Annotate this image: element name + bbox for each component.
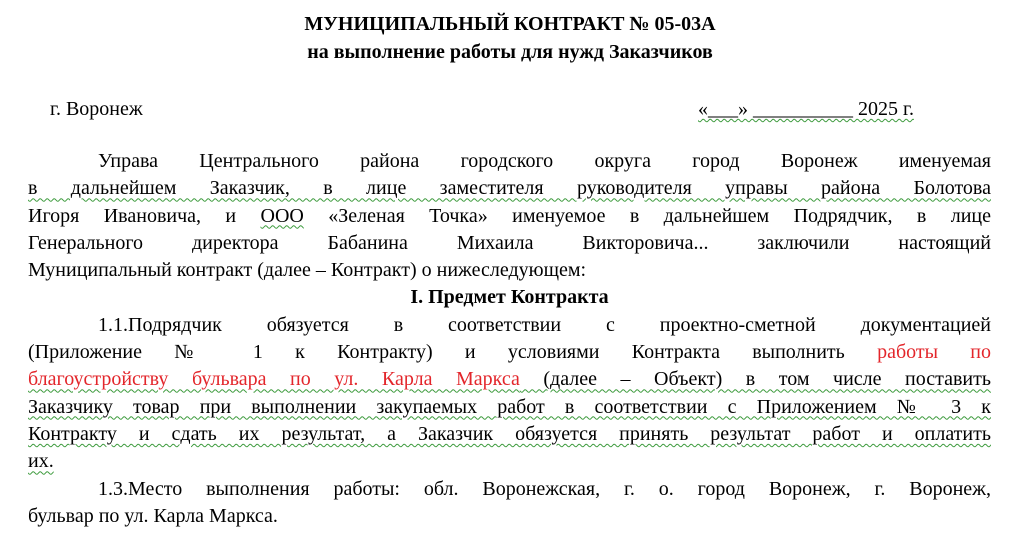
- text-fragment: их.: [28, 450, 54, 473]
- contract-subtitle: на выполнение работы для нужд Заказчиков: [307, 41, 713, 63]
- city: г. Воронеж: [50, 98, 143, 120]
- section-heading: I. Предмет Контракта: [410, 286, 609, 309]
- text-fragment: ООО: [260, 204, 304, 227]
- place-date-row: [0, 95, 1020, 123]
- contract-title: МУНИЦИПАЛЬНЫЙ КОНТРАКТ № 05-03А: [304, 13, 716, 35]
- text-fragment: (Приложение № 1 к Контракту) и условиями Контракта выполнить: [28, 341, 878, 364]
- preamble-line: Управа Центрального района городского округа город Воронеж именуемая: [98, 150, 991, 172]
- highlighted-text: работы по: [877, 341, 991, 364]
- highlighted-text: благоустройству бульвара по ул. Карла Маркса: [28, 368, 520, 391]
- clause-line: [28, 448, 991, 475]
- preamble-line: Муниципальный контракт (далее – Контракт) о нижеследующем:: [28, 259, 587, 282]
- clause-line: [28, 366, 991, 393]
- preamble-line: [28, 203, 991, 230]
- clause-line: бульвар по ул. Карла Маркса.: [28, 504, 278, 527]
- text-fragment: (далее – Объект) в том числе поставить: [519, 368, 991, 391]
- preamble-line: Генерального директора Бабанина Михаила Викторовича... заключили настоящий: [28, 231, 991, 254]
- contract-body: [28, 148, 991, 530]
- text-fragment: «Зеленая Точка» именуемое в дальнейшем Подрядчик, в лице: [303, 204, 991, 227]
- contract-date: «___» __________ 2025 г.: [698, 98, 914, 120]
- clause-line: Контракту и сдать их результат, а Заказчик обязуется принять результат работ и оплатить: [28, 422, 991, 445]
- clause-line: 1.3.Место выполнения работы: обл. Воронежская, г. о. город Воронеж, г. Воронеж,: [98, 477, 991, 500]
- preamble-line: в дальнейшем Заказчик, в лице заместителя руководителя управы района Болотова: [28, 177, 991, 200]
- text-fragment: Игоря Ивановича, и: [28, 204, 261, 227]
- clause-line: Заказчику товар при выполнении закупаемых работ в соответствии с Приложением № 3 к: [28, 395, 991, 418]
- clause-line: [28, 339, 991, 366]
- clause-line: 1.1.Подрядчик обязуется в соответствии с проектно-сметной документацией: [98, 313, 991, 336]
